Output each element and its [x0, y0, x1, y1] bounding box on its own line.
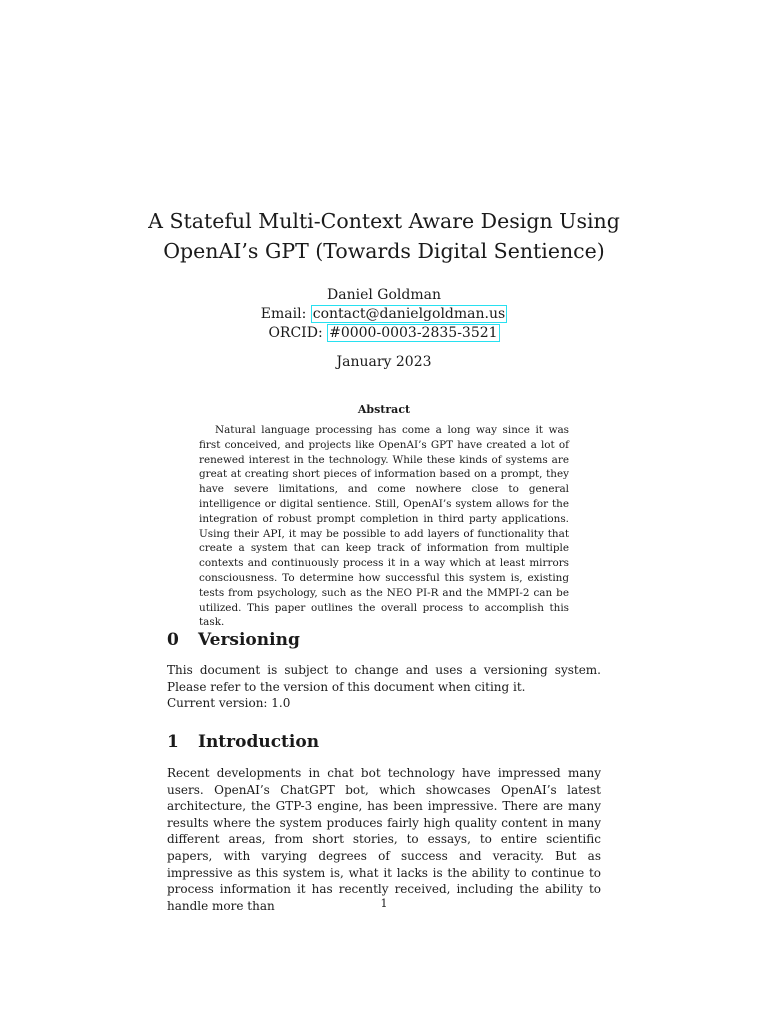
email-label: Email:: [260, 306, 307, 322]
page-number: 1: [380, 897, 388, 910]
orcid-label: ORCID:: [268, 325, 323, 341]
email-link[interactable]: contact@danielgoldman.us: [312, 306, 506, 322]
paper-title-line-2: OpenAI’s GPT (Towards Digital Sentience): [163, 239, 605, 263]
section-title: Versioning: [198, 630, 300, 650]
section-number: 1: [167, 732, 179, 752]
versioning-text: This document is subject to change and uses a versioning system. Please refer to the version of this document when citing it.: [167, 663, 601, 694]
paper-title: [120, 206, 648, 266]
author-email-line: [120, 305, 648, 324]
versioning-paragraph: [167, 662, 601, 712]
current-version: Current version: 1.0: [167, 696, 291, 711]
abstract-heading: Abstract: [357, 403, 411, 416]
section-heading-introduction: [167, 731, 601, 753]
section-title: Introduction: [198, 732, 320, 752]
paper-title-line-1: A Stateful Multi-Context Aware Design Using: [148, 209, 620, 233]
author-block: [120, 286, 648, 343]
orcid-link[interactable]: #0000-0003-2835-3521: [329, 325, 498, 341]
section-number: 0: [167, 630, 179, 650]
abstract-text: Natural language processing has come a long way since it was first conceived, and projects like OpenAI’s GPT have created a lot of renewed interest in the technology. While these kinds of systems are great at creating short pieces of information based on a prompt, they have severe limitations, and come nowhere close to general intelligence or digital sentience. Still, OpenAI’s system allows for the integration of robust prompt completion in third party applications. Using their API, it may be possible to add layers of functionality that create a system that can keep track of information from multiple contexts and continuously process it in a way which at least mirrors consciousness. To determine how successful this system is, existing tests from psychology, such as the NEO PI-R and the MMPI-2 can be utilized. This paper outlines the overall process to accomplish this task.: [199, 424, 569, 629]
author-orcid-line: [120, 324, 648, 343]
section-heading-versioning: [167, 629, 601, 651]
introduction-paragraph: Recent developments in chat bot technology have impressed many users. OpenAI’s ChatGPT bot, which showcases OpenAI’s latest architecture, the GTP-3 engine, has been impressive. There are many results where the system produces fairly high quality content in many different areas, from short stories, to essays, to entire scientific papers, with varying degrees of success and veracity. But as impressive as this system is, what it lacks is the ability to continue to process information it has recently received, including the ability to handle more than: [167, 766, 601, 913]
author-name: Daniel Goldman: [327, 287, 441, 303]
publication-date: January 2023: [336, 354, 432, 370]
